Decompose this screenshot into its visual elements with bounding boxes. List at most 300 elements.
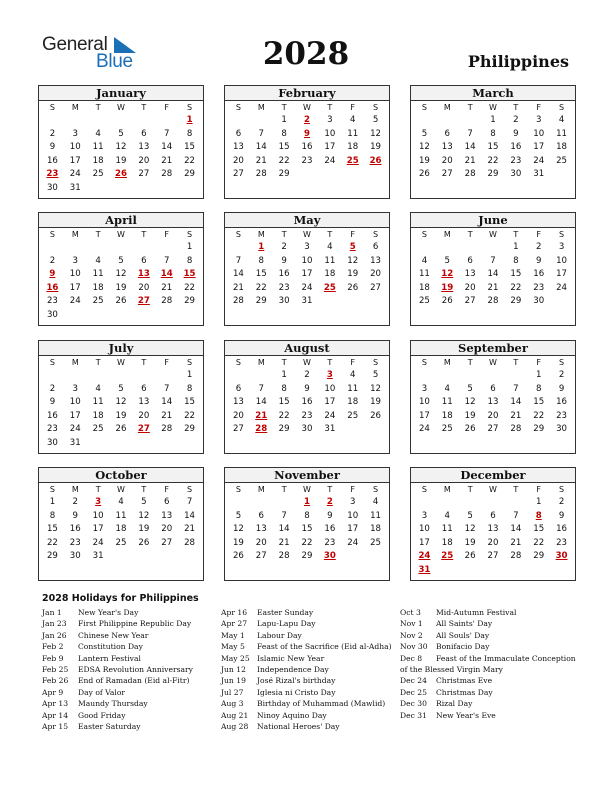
holiday-entry [221, 687, 392, 698]
day-cell: 26 [138, 537, 150, 548]
weekday-label: M [257, 485, 265, 494]
holiday-name: Bonifacio Day [436, 642, 490, 652]
day-cell: 30 [301, 424, 313, 435]
holiday-name: Feast of the Immaculate Conception [436, 653, 576, 663]
holiday-date: Apr 27 [221, 619, 248, 629]
holiday-entry [400, 710, 576, 721]
day-cell: 17 [418, 537, 430, 548]
day-cell: 1 [49, 497, 56, 507]
month-title: March [411, 86, 575, 101]
day-cell: 19 [347, 269, 359, 280]
day-cell: 15 [301, 524, 313, 535]
day-cell: 22 [533, 537, 545, 548]
month-september [410, 340, 576, 454]
day-cell: 11 [441, 397, 453, 408]
day-cell: 24 [324, 155, 336, 166]
day-cell: 16 [46, 410, 58, 421]
weekday-label: M [257, 230, 265, 239]
empty-day-cell [64, 241, 87, 255]
holiday-name: National Heroes' Day [257, 721, 340, 731]
day-cell: 14 [255, 142, 267, 153]
weekday-label: T [281, 485, 287, 494]
day-cell: 22 [255, 282, 267, 293]
day-cell: 3 [421, 383, 428, 394]
day-cell: 7 [513, 510, 519, 521]
weekday-label: F [350, 485, 356, 494]
empty-day-cell [87, 241, 110, 255]
day-cell: 20 [138, 155, 150, 166]
holiday-name: Mid-Autumn Festival [436, 608, 517, 617]
holiday-name: Easter Saturday [78, 721, 141, 731]
day-cell: 27 [232, 169, 244, 180]
day-cell: 19 [464, 537, 476, 548]
day-cell: 17 [347, 524, 359, 535]
weekday-label: T [281, 358, 287, 367]
day-cell: 2 [535, 242, 542, 252]
holiday-name: Birthday of Muhammad (Mawlid) [257, 699, 386, 709]
holiday-day-cell: 27 [137, 424, 150, 435]
holiday-entry [42, 630, 193, 641]
holiday-day-cell: 30 [323, 551, 336, 562]
empty-day-cell [482, 241, 505, 255]
day-cell: 6 [444, 128, 450, 139]
day-cell: 24 [92, 537, 104, 548]
weekday-label: F [536, 103, 542, 112]
weekday-label: M [257, 358, 265, 367]
day-cell: 8 [186, 383, 193, 394]
day-cell: 25 [347, 410, 359, 421]
empty-day-cell [250, 369, 273, 383]
day-cell: 30 [510, 169, 522, 180]
holiday-day-cell: 25 [346, 155, 359, 166]
day-cell: 14 [161, 397, 173, 408]
day-cell: 14 [255, 397, 267, 408]
day-cell: 6 [235, 128, 242, 139]
day-cell: 7 [235, 255, 242, 266]
weekday-label: M [71, 230, 79, 239]
holiday-date: Jan 26 [42, 630, 67, 640]
day-cell: 26 [115, 296, 127, 307]
day-cell: 4 [444, 383, 450, 394]
holiday-day-cell: 25 [323, 282, 336, 293]
weekday-label: F [536, 485, 542, 494]
weekday-label: S [559, 485, 565, 494]
weekday-label: T [513, 230, 519, 239]
day-cell: 14 [510, 524, 522, 535]
day-cell: 16 [46, 155, 58, 166]
day-cell: 3 [304, 242, 310, 252]
weekday-label: T [141, 230, 147, 239]
day-cell: 11 [115, 510, 127, 521]
holiday-date: Feb 2 [42, 642, 64, 652]
empty-day-cell [436, 241, 459, 255]
day-cell: 13 [487, 524, 499, 535]
day-cell: 20 [232, 410, 244, 421]
month-day-grid [411, 101, 575, 182]
day-cell: 23 [46, 424, 58, 435]
day-cell: 5 [118, 383, 124, 394]
holiday-entry [400, 618, 576, 629]
month-title: February [225, 86, 389, 101]
day-cell: 25 [92, 424, 104, 435]
day-cell: 12 [115, 269, 127, 280]
weekday-label: F [350, 103, 356, 112]
day-cell: 15 [184, 142, 196, 153]
holiday-name: Christmas Eve [436, 676, 493, 686]
day-cell: 13 [464, 269, 476, 280]
day-cell: 18 [347, 397, 359, 408]
weekday-label: S [421, 103, 427, 112]
empty-day-cell [227, 496, 250, 510]
holiday-date: Aug 28 [221, 721, 249, 731]
day-cell: 1 [281, 370, 287, 380]
day-cell: 3 [72, 128, 78, 139]
weekday-label: T [513, 485, 519, 494]
day-cell: 1 [535, 497, 542, 507]
holiday-day-cell: 19 [441, 282, 454, 293]
holiday-date: Aug 3 [221, 699, 244, 709]
day-cell: 28 [255, 169, 267, 180]
month-august [224, 340, 390, 454]
weekday-label: W [117, 103, 125, 112]
day-cell: 8 [258, 255, 264, 266]
day-cell: 26 [464, 551, 476, 562]
month-february [224, 85, 390, 199]
day-cell: 19 [232, 537, 244, 548]
weekday-label: M [71, 103, 79, 112]
weekday-label: W [489, 358, 497, 367]
day-cell: 21 [278, 537, 290, 548]
day-cell: 22 [487, 155, 499, 166]
day-cell: 26 [115, 424, 127, 435]
empty-day-cell [482, 369, 505, 383]
day-cell: 21 [161, 155, 173, 166]
day-cell: 13 [138, 397, 150, 408]
day-cell: 11 [347, 383, 359, 394]
holiday-name: Islamic New Year [257, 653, 325, 663]
day-cell: 12 [115, 397, 127, 408]
holiday-date: May 5 [221, 642, 245, 652]
day-cell: 7 [163, 255, 170, 266]
day-cell: 16 [301, 142, 313, 153]
day-cell: 10 [69, 142, 81, 153]
empty-day-cell [155, 241, 178, 255]
holiday-day-cell: 24 [418, 551, 431, 562]
day-cell: 21 [161, 282, 173, 293]
day-cell: 17 [69, 282, 81, 293]
holiday-name: Chinese New Year [78, 630, 149, 640]
holiday-entry [400, 607, 576, 618]
day-cell: 17 [324, 397, 336, 408]
empty-day-cell [413, 369, 436, 383]
day-cell: 31 [92, 551, 104, 562]
weekday-label: M [71, 485, 79, 494]
day-cell: 1 [186, 242, 193, 252]
holiday-entry [400, 653, 576, 664]
day-cell: 21 [255, 155, 267, 166]
holiday-date: Nov 2 [400, 630, 423, 640]
day-cell: 22 [184, 410, 196, 421]
weekday-label: F [164, 103, 170, 112]
weekday-label: T [513, 358, 519, 367]
day-cell: 16 [510, 142, 522, 153]
holiday-day-cell: 1 [258, 242, 265, 252]
month-title: June [411, 213, 575, 228]
holidays-title: 2028 Holidays for Philippines [42, 593, 199, 604]
day-cell: 29 [510, 296, 522, 307]
holiday-column [221, 607, 392, 732]
day-cell: 20 [370, 269, 382, 280]
day-cell: 28 [487, 296, 499, 307]
day-cell: 17 [92, 524, 104, 535]
holiday-date: May 25 [221, 653, 250, 663]
day-cell: 22 [533, 410, 545, 421]
day-cell: 10 [418, 524, 430, 535]
day-cell: 12 [115, 142, 127, 153]
holiday-date: Dec 31 [400, 710, 427, 720]
day-cell: 10 [347, 510, 359, 521]
day-cell: 24 [69, 169, 81, 180]
day-cell: 11 [324, 255, 336, 266]
weekday-label: M [71, 358, 79, 367]
day-cell: 10 [69, 269, 81, 280]
day-cell: 6 [258, 510, 264, 521]
holiday-day-cell: 9 [49, 269, 56, 280]
day-cell: 16 [556, 397, 568, 408]
weekday-label: F [164, 358, 170, 367]
day-cell: 22 [278, 155, 290, 166]
month-title: October [39, 468, 203, 483]
holiday-day-cell: 12 [441, 269, 454, 280]
month-day-grid [225, 356, 389, 437]
day-cell: 11 [370, 510, 382, 521]
day-cell: 28 [510, 551, 522, 562]
month-day-grid [411, 228, 575, 309]
empty-day-cell [250, 114, 273, 128]
day-cell: 31 [69, 182, 81, 193]
day-cell: 31 [533, 169, 545, 180]
holiday-day-cell: 28 [255, 424, 268, 435]
day-cell: 26 [464, 424, 476, 435]
day-cell: 16 [301, 397, 313, 408]
day-cell: 2 [558, 497, 565, 507]
day-cell: 12 [370, 383, 382, 394]
month-title: January [39, 86, 203, 101]
day-cell: 4 [372, 497, 379, 507]
holiday-day-cell: 30 [555, 551, 568, 562]
day-cell: 31 [301, 296, 313, 307]
empty-day-cell [132, 369, 155, 383]
holiday-entry [221, 664, 392, 675]
day-cell: 24 [301, 282, 313, 293]
month-january [38, 85, 204, 199]
day-cell: 12 [464, 524, 476, 535]
month-july [38, 340, 204, 454]
month-day-grid [411, 356, 575, 437]
day-cell: 20 [161, 524, 173, 535]
holiday-name: Good Friday [78, 710, 126, 720]
holiday-name: Lantern Festival [78, 653, 141, 663]
weekday-label: S [49, 230, 55, 239]
month-title: September [411, 341, 575, 356]
day-cell: 6 [490, 510, 496, 521]
holiday-day-cell: 9 [304, 128, 310, 139]
weekday-label: S [373, 103, 379, 112]
day-cell: 24 [324, 410, 336, 421]
day-cell: 4 [558, 115, 565, 125]
holiday-entry [42, 641, 193, 652]
holiday-entry [42, 721, 193, 732]
holiday-name: Ninoy Aquino Day [257, 710, 327, 720]
day-cell: 25 [418, 296, 430, 307]
day-cell: 27 [441, 169, 453, 180]
day-cell: 7 [513, 383, 519, 394]
day-cell: 1 [281, 115, 287, 125]
weekday-label: T [327, 103, 333, 112]
day-cell: 15 [487, 142, 499, 153]
day-cell: 18 [441, 410, 453, 421]
weekday-label: M [443, 230, 451, 239]
day-cell: 24 [533, 155, 545, 166]
day-cell: 12 [347, 255, 359, 266]
day-cell: 10 [533, 128, 545, 139]
empty-day-cell [87, 369, 110, 383]
day-cell: 18 [418, 282, 430, 293]
day-cell: 6 [372, 242, 379, 252]
day-cell: 18 [347, 142, 359, 153]
holiday-date: Jan 1 [42, 608, 62, 617]
day-cell: 24 [347, 537, 359, 548]
day-cell: 13 [255, 524, 267, 535]
weekday-label: T [95, 103, 101, 112]
day-cell: 8 [281, 383, 287, 394]
day-cell: 24 [69, 296, 81, 307]
day-cell: 7 [163, 128, 170, 139]
day-cell: 21 [487, 282, 499, 293]
holiday-date: Apr 16 [221, 608, 248, 617]
day-cell: 8 [49, 510, 56, 521]
empty-day-cell [41, 114, 64, 128]
weekday-label: S [559, 230, 565, 239]
day-cell: 21 [232, 282, 244, 293]
weekday-label: T [95, 358, 101, 367]
logo-text-blue: Blue [96, 51, 133, 72]
day-cell: 19 [115, 155, 127, 166]
day-cell: 16 [278, 269, 290, 280]
day-cell: 28 [510, 424, 522, 435]
day-cell: 15 [278, 397, 290, 408]
holiday-name: Iglesia ni Cristo Day [257, 687, 336, 697]
day-cell: 6 [141, 383, 147, 394]
weekday-label: W [489, 485, 497, 494]
day-cell: 26 [232, 551, 244, 562]
weekday-label: S [559, 358, 565, 367]
day-cell: 7 [258, 383, 264, 394]
holiday-date: Dec 24 [400, 676, 427, 686]
weekday-label: W [489, 103, 497, 112]
holiday-entry [42, 675, 193, 686]
holiday-date: Dec 8 [400, 653, 423, 663]
day-cell: 12 [464, 397, 476, 408]
day-cell: 20 [441, 155, 453, 166]
weekday-label: W [303, 103, 311, 112]
day-cell: 26 [347, 282, 359, 293]
day-cell: 8 [304, 510, 310, 521]
holiday-date: Nov 30 [400, 642, 428, 652]
month-day-grid [225, 101, 389, 182]
empty-day-cell [504, 369, 527, 383]
day-cell: 8 [513, 255, 519, 266]
weekday-label: T [467, 230, 473, 239]
weekday-label: T [513, 103, 519, 112]
holiday-date: Feb 25 [42, 664, 69, 674]
month-day-grid [39, 356, 203, 451]
holiday-date: Aug 21 [221, 710, 249, 720]
day-cell: 15 [184, 397, 196, 408]
day-cell: 12 [232, 524, 244, 535]
day-cell: 28 [161, 424, 173, 435]
weekday-label: M [257, 103, 265, 112]
holiday-entry [221, 618, 392, 629]
day-cell: 21 [510, 537, 522, 548]
day-cell: 6 [163, 497, 170, 507]
day-cell: 22 [46, 537, 58, 548]
weekday-label: W [303, 230, 311, 239]
day-cell: 9 [281, 255, 287, 266]
day-cell: 23 [556, 537, 568, 548]
day-cell: 7 [186, 497, 193, 507]
day-cell: 7 [258, 128, 264, 139]
month-title: November [225, 468, 389, 483]
weekday-label: S [187, 230, 193, 239]
holiday-day-cell: 3 [326, 370, 333, 380]
weekday-label: S [559, 103, 565, 112]
weekday-label: F [536, 358, 542, 367]
day-cell: 3 [72, 255, 78, 266]
holiday-date: Jan 23 [42, 619, 67, 629]
day-cell: 27 [255, 551, 267, 562]
weekday-label: S [187, 103, 193, 112]
holiday-date: Dec 25 [400, 687, 427, 697]
holiday-day-cell: 1 [304, 497, 310, 507]
holiday-date: Apr 15 [42, 721, 69, 731]
holiday-date: Dec 30 [400, 699, 427, 709]
day-cell: 8 [535, 383, 542, 394]
day-cell: 17 [301, 269, 313, 280]
empty-day-cell [273, 496, 296, 510]
day-cell: 30 [69, 551, 81, 562]
day-cell: 9 [558, 510, 565, 521]
empty-day-cell [132, 114, 155, 128]
day-cell: 13 [138, 142, 150, 153]
holiday-name: New Year's Eve [436, 710, 496, 720]
day-cell: 9 [304, 383, 310, 394]
day-cell: 17 [418, 410, 430, 421]
day-cell: 20 [255, 537, 267, 548]
day-cell: 27 [370, 282, 382, 293]
holiday-date: Feb 26 [42, 676, 69, 686]
day-cell: 5 [372, 115, 379, 125]
day-cell: 11 [418, 269, 430, 280]
holiday-day-cell: 8 [535, 510, 542, 521]
day-cell: 5 [467, 383, 473, 394]
holiday-entry [42, 618, 193, 629]
day-cell: 20 [138, 282, 150, 293]
holiday-name: EDSA Revolution Anniversary [78, 664, 193, 674]
day-cell: 10 [69, 397, 81, 408]
weekday-label: W [303, 358, 311, 367]
day-cell: 4 [349, 370, 356, 380]
